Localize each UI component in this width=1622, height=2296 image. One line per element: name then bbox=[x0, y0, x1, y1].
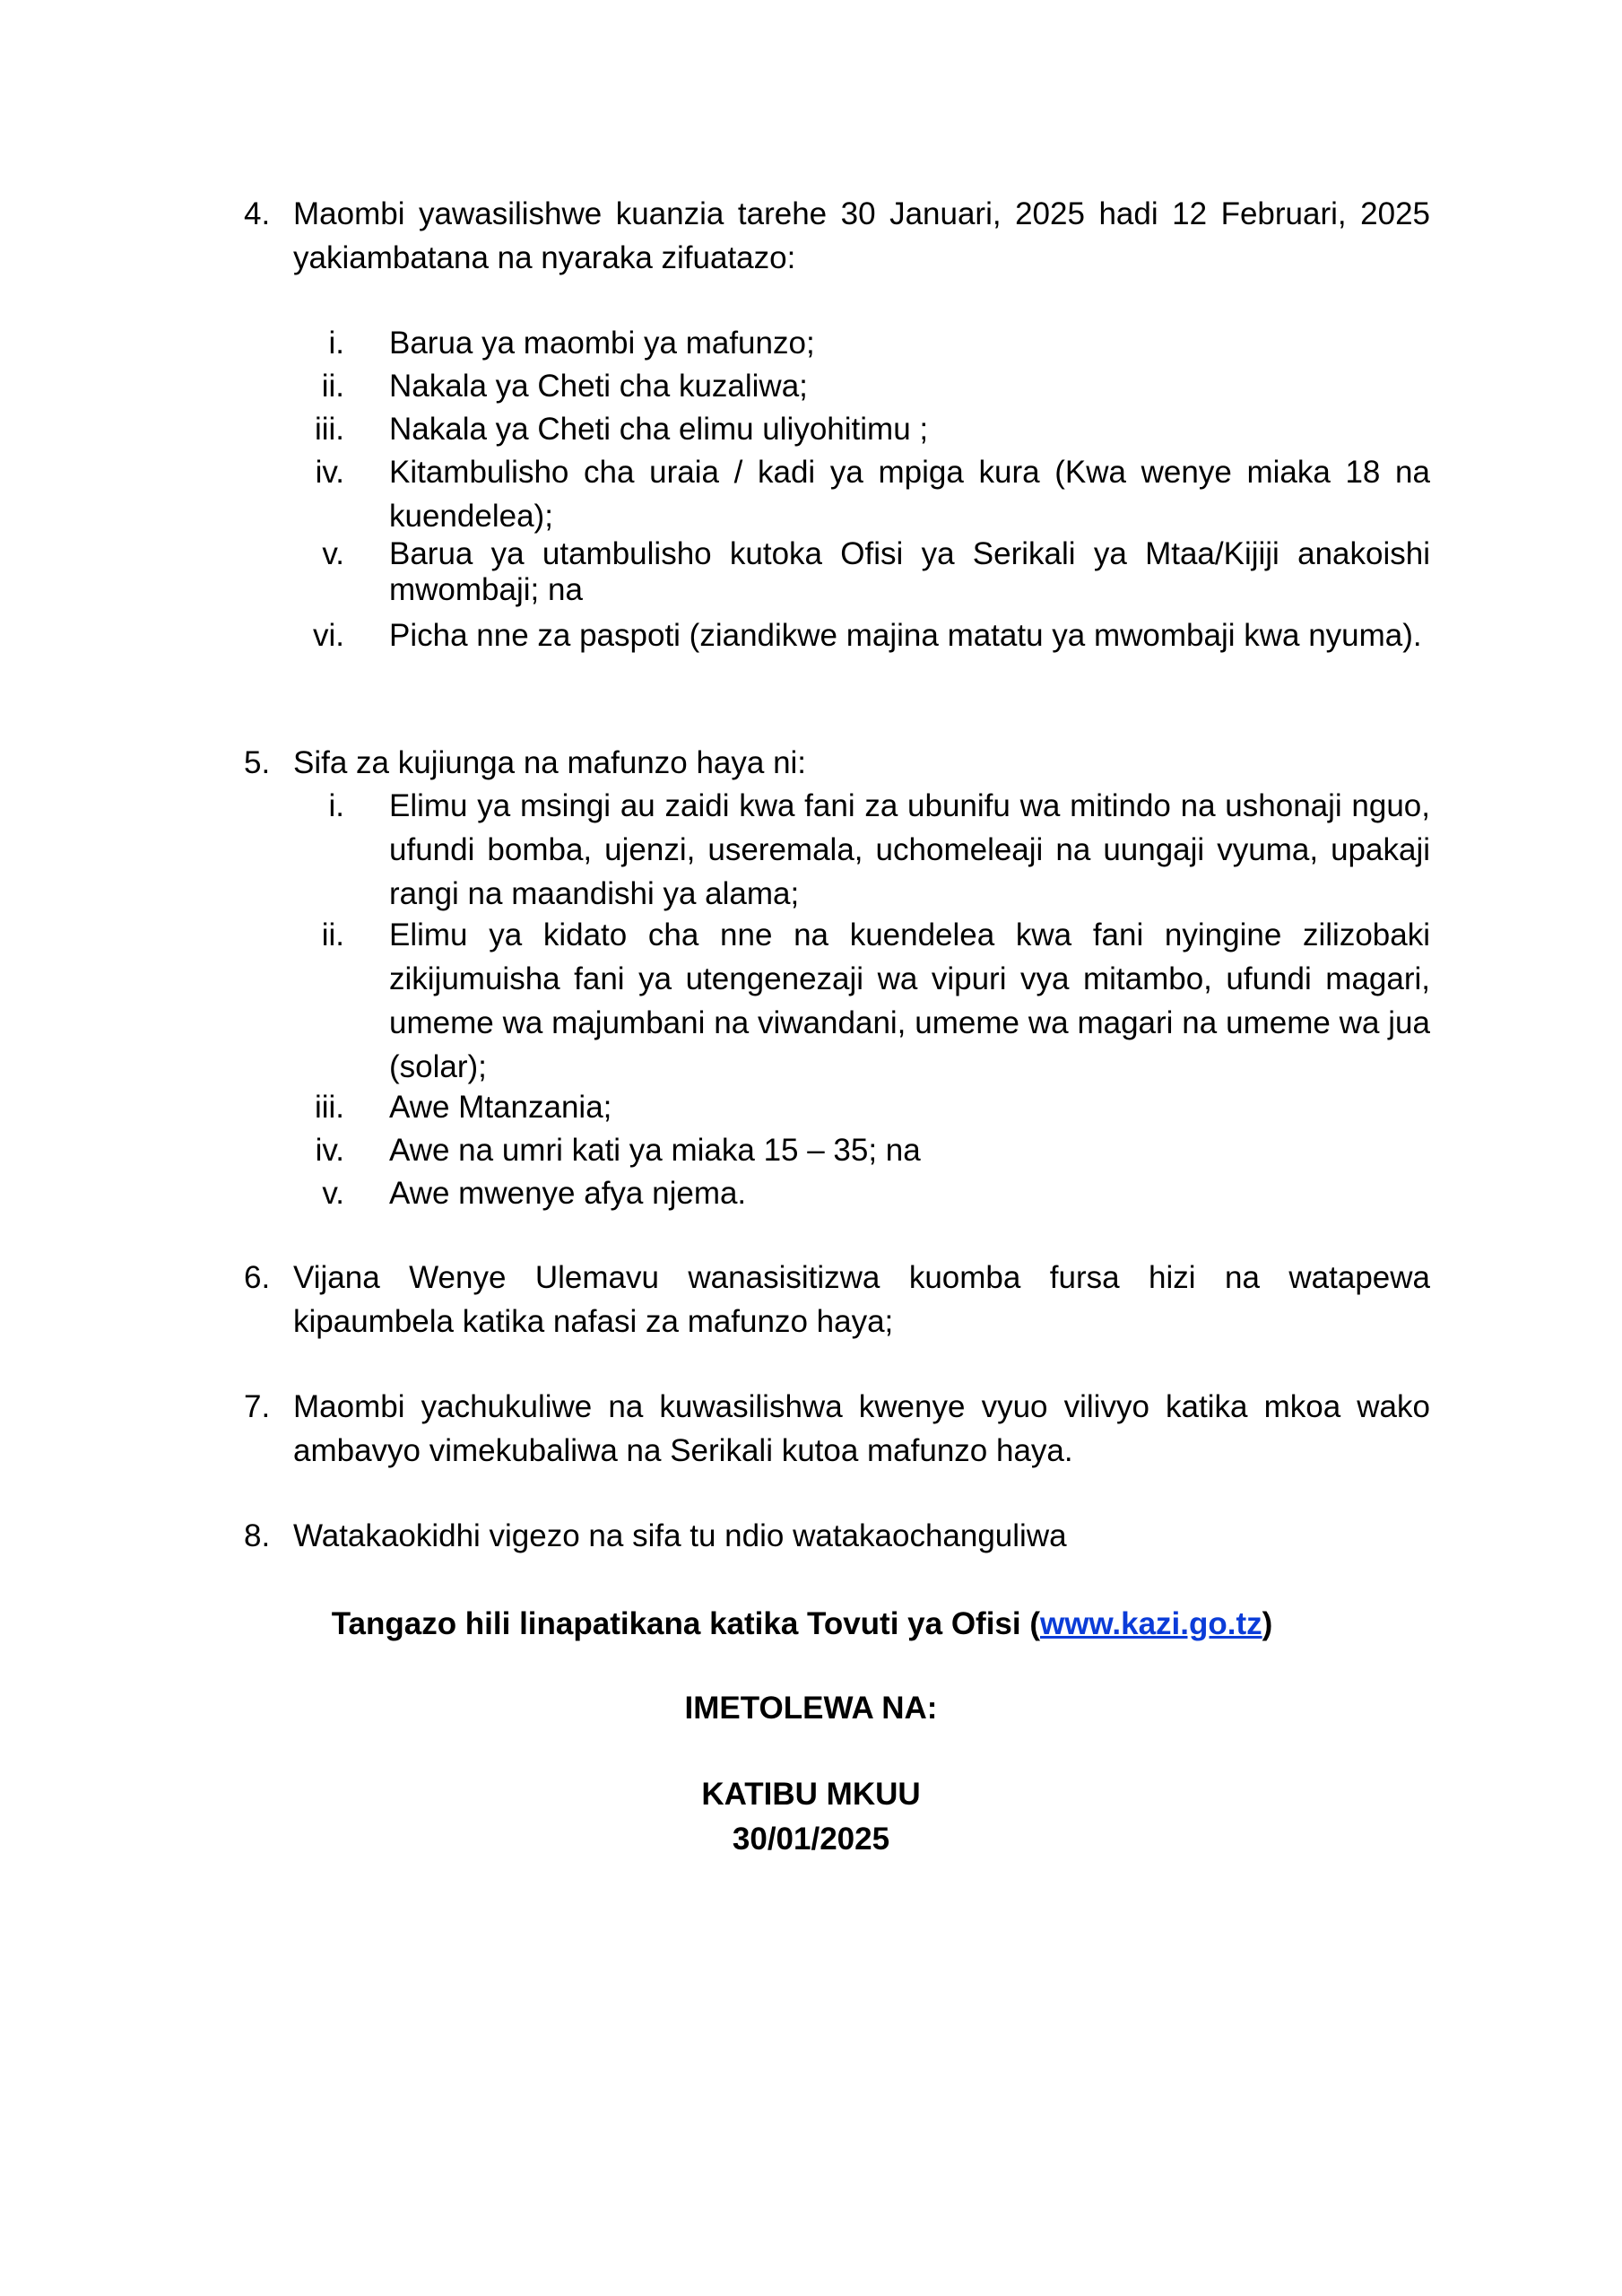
item-text: Vijana Wenye Ulemavu wanasisitizwa kuomba fursa hizi na watapewa kipaumbela katika nafasi za mafunzo haya; bbox=[293, 1260, 1430, 1339]
website-notice-prefix: Tangazo hili linapatikana katika Tovuti ya Ofisi ( bbox=[331, 1606, 1040, 1641]
sub-item bbox=[244, 613, 1430, 657]
sub-item-text: Picha nne za paspoti (ziandikwe majina matatu ya mwombaji kwa nyuma). bbox=[389, 618, 1422, 653]
item-number: 5. bbox=[244, 745, 271, 780]
sub-item bbox=[244, 407, 1430, 451]
sub-item-text: Nakala ya Cheti cha kuzaliwa; bbox=[389, 369, 808, 404]
sub-item-text: Awe Mtanzania; bbox=[389, 1090, 612, 1125]
list-item-7 bbox=[244, 1385, 1430, 1473]
sub-item bbox=[244, 321, 1430, 365]
sub-item-text: Barua ya utambulisho kutoka Ofisi ya Serikali ya Mtaa/Kijiji anakoishi mwombaji; na bbox=[389, 536, 1430, 607]
issue-date: 30/01/2025 bbox=[732, 1822, 890, 1857]
website-link[interactable]: www.kazi.go.tz bbox=[1040, 1606, 1262, 1641]
website-notice bbox=[0, 1602, 1613, 1646]
website-notice-suffix: ) bbox=[1262, 1606, 1273, 1641]
item-number: 8. bbox=[244, 1518, 271, 1553]
sub-item-text: Elimu ya kidato cha nne na kuendelea kwa fani nyingine zilizobaki zikijumuisha fani ya utengenezaji wa vipuri vya mitambo, ufundi magari, umeme wa majumbani na viwandani, umeme wa magari na umeme wa jua (solar); bbox=[389, 918, 1430, 1084]
item-number: 7. bbox=[244, 1389, 271, 1424]
item-text: Maombi yawasilishwe kuanzia tarehe 30 Januari, 2025 hadi 12 Februari, 2025 yakiambatana na nyaraka zifuatazo: bbox=[293, 196, 1430, 275]
sub-item bbox=[244, 1171, 1430, 1215]
item-text: Sifa za kujiunga na mafunzo haya ni: bbox=[293, 745, 807, 780]
list-item-8 bbox=[244, 1514, 1430, 1558]
roman-numeral: vi. bbox=[313, 618, 344, 653]
sub-item-text: Kitambulisho cha uraia / kadi ya mpiga kura (Kwa wenye miaka 18 na kuendelea); bbox=[389, 455, 1430, 534]
sub-item bbox=[244, 913, 1430, 1089]
sub-item bbox=[244, 450, 1430, 538]
list-item-4 bbox=[244, 192, 1430, 280]
sub-item-text: Awe na umri kati ya miaka 15 – 35; na bbox=[389, 1133, 921, 1168]
sub-item-text: Nakala ya Cheti cha elimu uliyohitimu ; bbox=[389, 412, 929, 447]
item-number: 6. bbox=[244, 1260, 271, 1295]
roman-numeral: iv. bbox=[315, 455, 344, 490]
sub-item-text: Elimu ya msingi au zaidi kwa fani za ubunifu wa mitindo na ushonaji nguo, ufundi bomba, ujenzi, useremala, uchomeleaji na uungaji vyuma, upakaji rangi na maandishi ya alama; bbox=[389, 788, 1430, 911]
roman-numeral: i. bbox=[328, 788, 344, 823]
sub-item bbox=[244, 1128, 1430, 1172]
signatory-title: KATIBU MKUU bbox=[701, 1777, 921, 1812]
list-item-5 bbox=[244, 741, 1430, 785]
roman-numeral: iii. bbox=[314, 412, 344, 447]
list-item-6 bbox=[244, 1256, 1430, 1344]
item-text: Watakaokidhi vigezo na sifa tu ndio watakaochanguliwa bbox=[293, 1518, 1067, 1553]
roman-numeral: v. bbox=[322, 1176, 344, 1211]
issued-by-heading: IMETOLEWA NA: bbox=[684, 1691, 938, 1726]
roman-numeral: v. bbox=[322, 536, 344, 571]
roman-numeral: iv. bbox=[315, 1133, 344, 1168]
item-text: Maombi yachukuliwe na kuwasilishwa kwenye vyuo vilivyo katika mkoa wako ambavyo vimekubaliwa na Serikali kutoa mafunzo haya. bbox=[293, 1389, 1430, 1468]
roman-numeral: iii. bbox=[314, 1090, 344, 1125]
sub-item bbox=[244, 536, 1430, 608]
sub-item-text: Awe mwenye afya njema. bbox=[389, 1176, 747, 1211]
roman-numeral: i. bbox=[328, 326, 344, 361]
roman-numeral: ii. bbox=[321, 918, 344, 952]
item-number: 4. bbox=[244, 196, 271, 231]
sub-item bbox=[244, 364, 1430, 408]
sub-item bbox=[244, 1085, 1430, 1129]
sub-item-text: Barua ya maombi ya mafunzo; bbox=[389, 326, 815, 361]
sub-item bbox=[244, 784, 1430, 916]
roman-numeral: ii. bbox=[321, 369, 344, 404]
